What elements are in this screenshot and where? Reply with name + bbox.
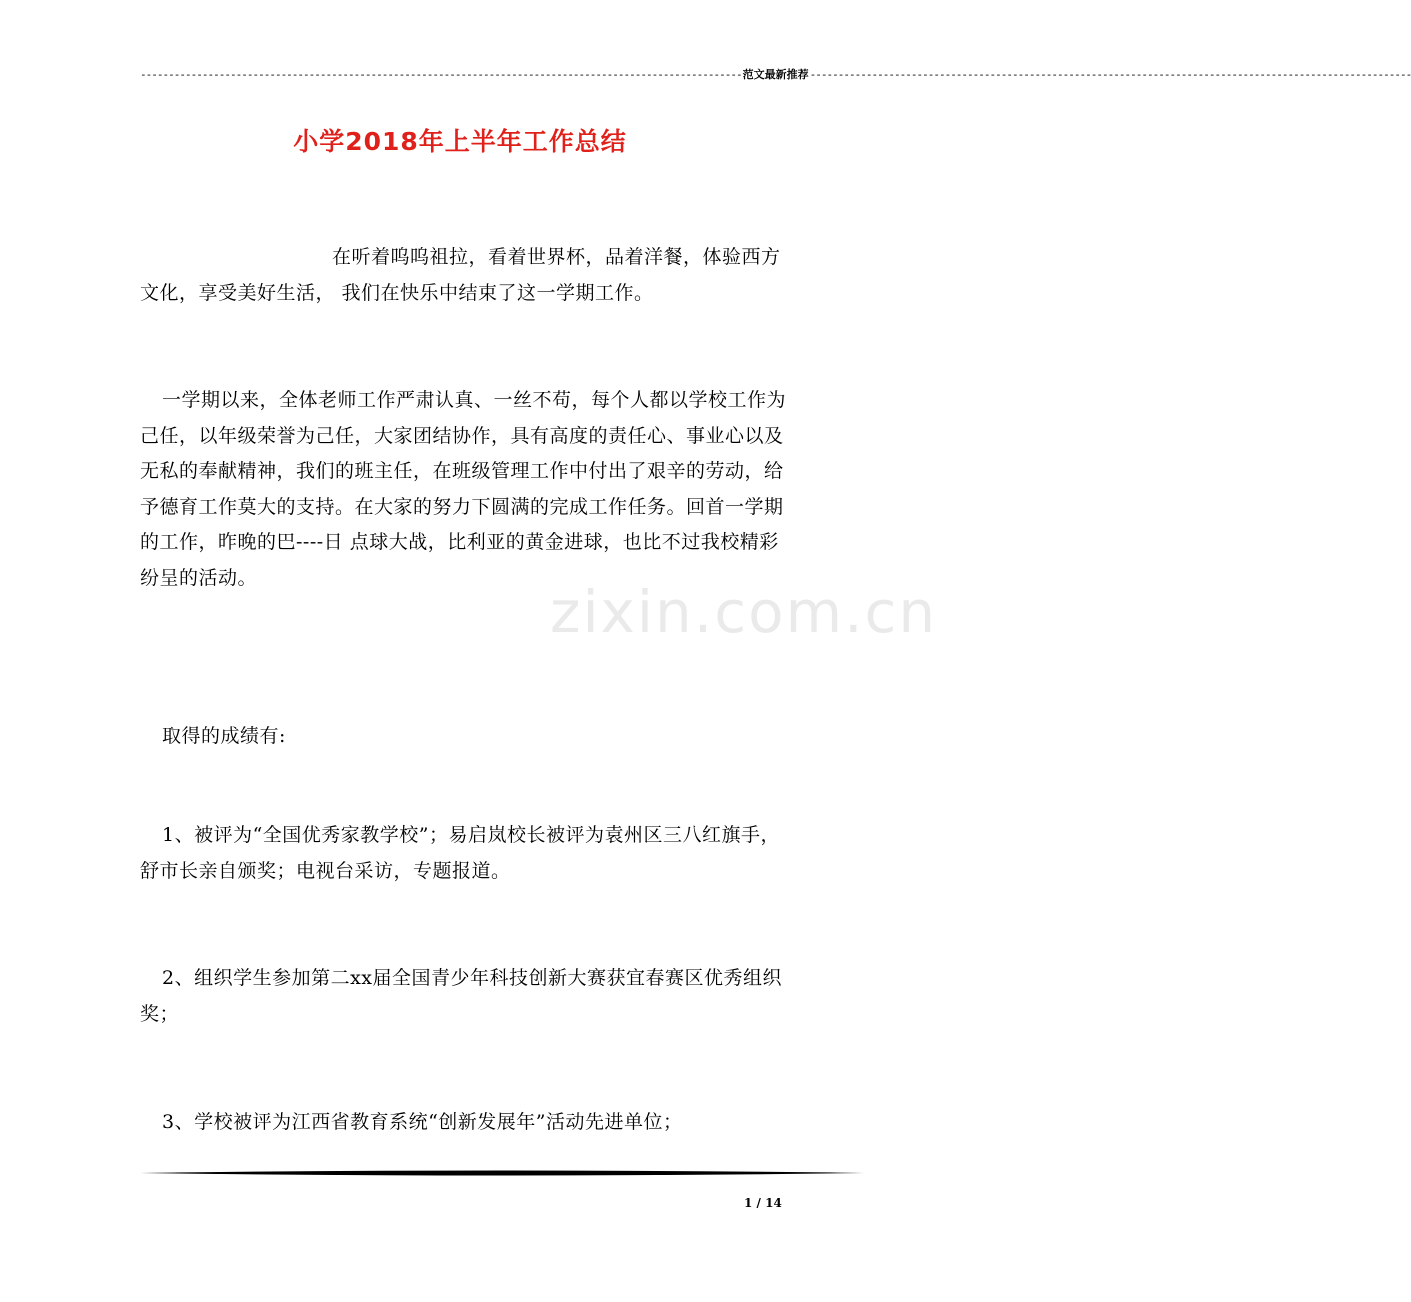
achievement-item-3 bbox=[140, 1105, 790, 1141]
footer-rule bbox=[140, 1168, 864, 1178]
paragraph-summary bbox=[140, 383, 790, 596]
achievement-item-3-text: 3、学校被评为江西省教育系统“创新发展年”活动先进单位； bbox=[162, 1111, 683, 1133]
document-title: 小学2018年上半年工作总结 bbox=[293, 127, 627, 156]
achievement-item-1 bbox=[140, 818, 790, 889]
achievement-item-1-text: 1、被评为“全国优秀家教学校”；易启岚校长被评为袁州区三八红旗手，舒市长亲自颁奖；电视台采访，专题报道。 bbox=[140, 824, 781, 882]
page-number: 1 / 14 bbox=[744, 1196, 782, 1210]
header-dashes-right: ----------------------------------------------------------------------------------------------------------- bbox=[809, 68, 1411, 81]
paragraph-summary-text: 一学期以来，全体老师工作严肃认真、一丝不苟，每个人都以学校工作为己任，以年级荣誉为己任，大家团结协作，具有高度的责任心、事业心以及无私的奉献精神，我们的班主任，在班级管理工作中付出了艰辛的劳动，给予德育工作莫大的支持。在大家的努力下圆满的完成工作任务。回首一学期的工作，昨晚的巴----日 点球大战，比利亚的黄金进球，也比不过我校精彩纷呈的活动。 bbox=[140, 389, 787, 589]
header-label: 范文最新推荐 bbox=[742, 68, 809, 81]
watermark: zixin.com.cn bbox=[550, 578, 938, 646]
paragraph-intro bbox=[140, 240, 790, 311]
paragraph-intro-text: 在听着呜呜祖拉，看着世界杯，品着洋餐，体验西方文化，享受美好生活， 我们在快乐中结束了这一学期工作。 bbox=[140, 246, 781, 304]
achievements-heading: 取得的成绩有: bbox=[162, 725, 286, 747]
achievement-item-2-text: 2、组织学生参加第二xx届全国青少年科技创新大赛获宜春赛区优秀组织奖； bbox=[140, 967, 783, 1025]
achievement-item-2 bbox=[140, 961, 790, 1032]
page-header bbox=[140, 68, 1411, 82]
header-dashes-left: ----------------------------------------------------------------------------------------------------------- bbox=[140, 68, 742, 81]
